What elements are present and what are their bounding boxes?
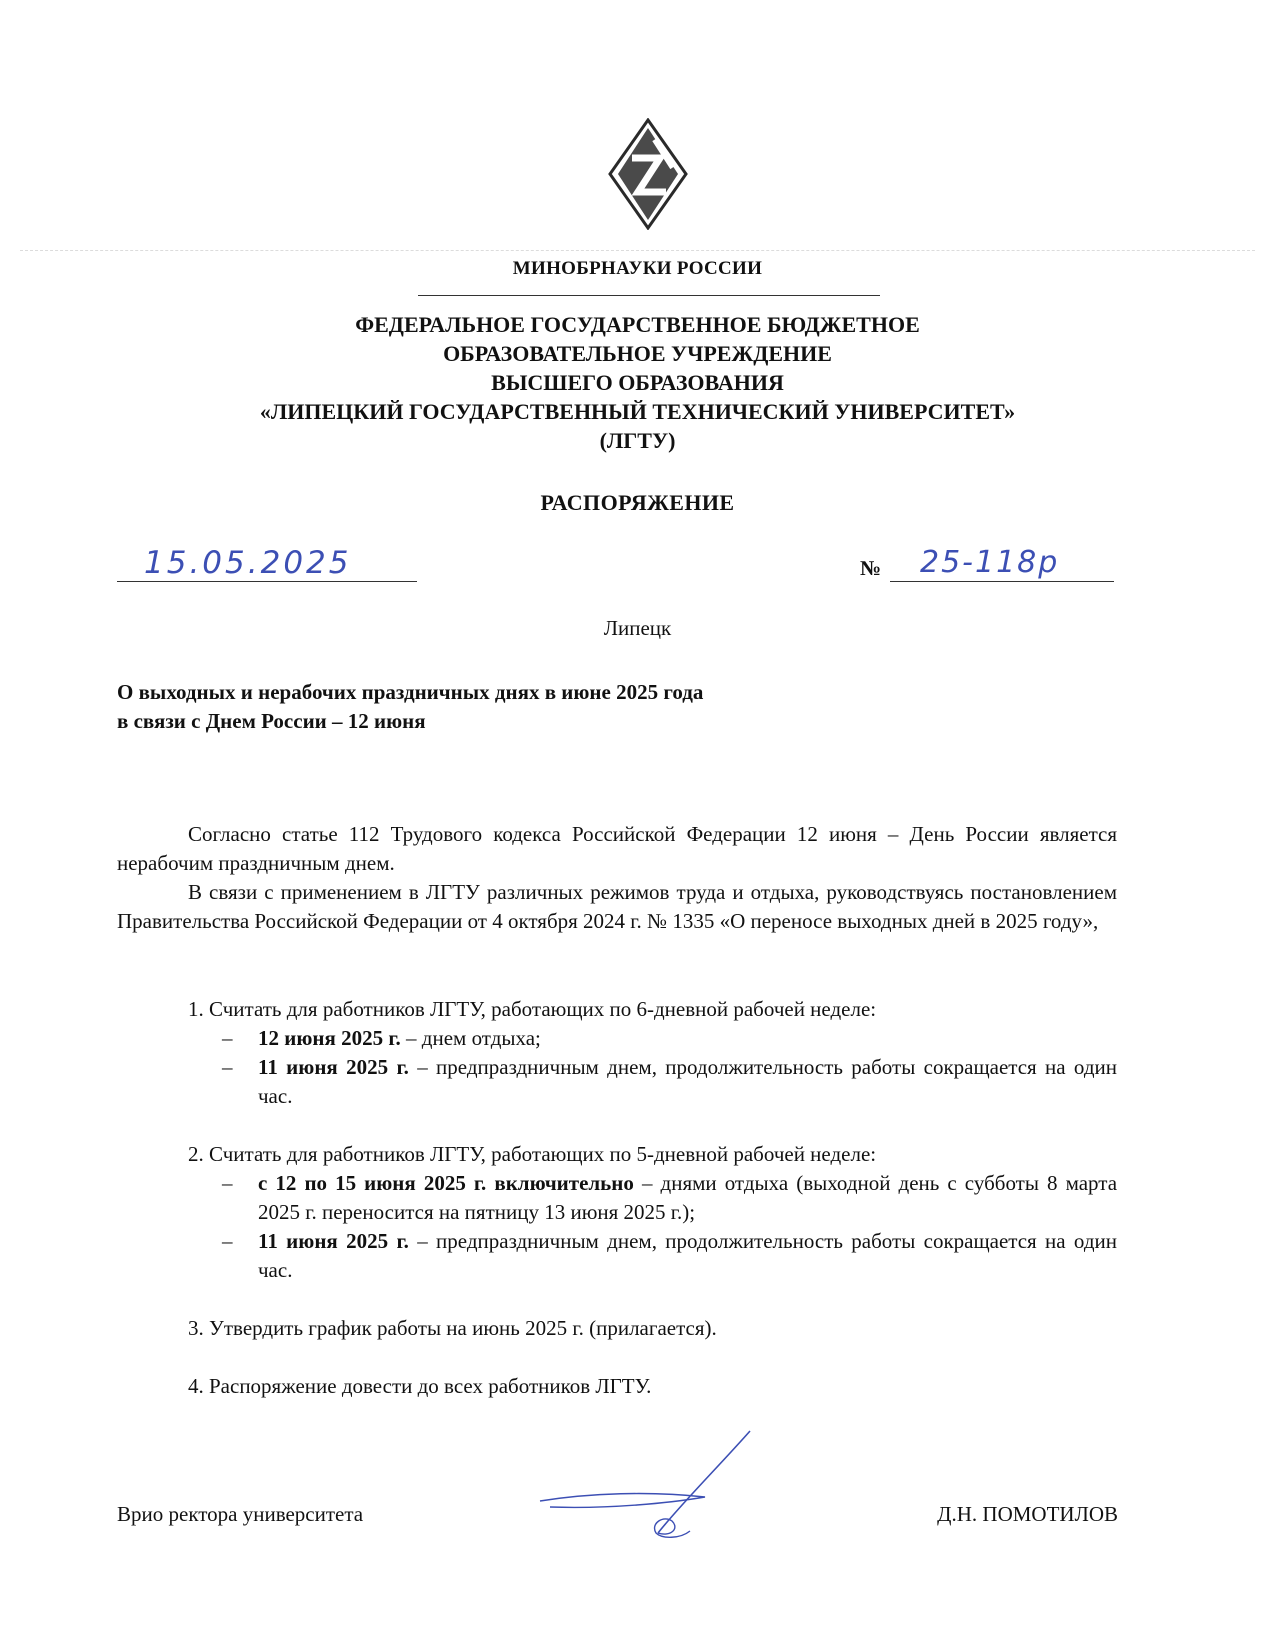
city: Липецк (603, 616, 672, 640)
handwritten-signature (530, 1425, 790, 1545)
number-field (890, 545, 1114, 582)
item-heading: 3. Утвердить график работы на июнь 2025 г. (прилагается). (188, 1316, 717, 1340)
sub-item-date: 11 июня 2025 г. (258, 1229, 409, 1253)
sub-item-text: – днями отдыха (выходной день с субботы 8 марта 2025 г. переносится на пятницу 13 июня 2025 г.); (258, 1171, 1118, 1224)
signer-title: Врио ректора университета (117, 1502, 364, 1526)
subject-line: О выходных и нерабочих праздничных днях в июне 2025 года (117, 680, 704, 704)
subject-line: в связи с Днем России – 12 июня (117, 709, 426, 733)
order-item-4 (117, 1372, 1117, 1401)
sub-item (117, 1053, 1117, 1111)
scan-fold-line (20, 250, 1255, 251)
order-items (117, 995, 1117, 1430)
ministry-name: МИНОБРНАУКИ РОССИИ (512, 258, 763, 279)
dash-bullet: – (222, 1171, 233, 1195)
preamble (117, 820, 1117, 936)
sub-item (117, 1169, 1117, 1227)
dash-bullet: – (222, 1229, 233, 1253)
sub-item (117, 1227, 1117, 1285)
org-line: ВЫСШЕГО ОБРАЗОВАНИЯ (491, 370, 784, 395)
handwritten-date: 15.05.2025 (144, 545, 352, 581)
order-item-1 (117, 995, 1117, 1111)
sub-item-text: – предпраздничным днем, продолжительность работы сокращается на один час. (258, 1055, 1117, 1108)
item-heading: 4. Распоряжение довести до всех работников ЛГТУ. (188, 1374, 652, 1398)
order-item-2 (117, 1140, 1117, 1285)
item-heading: 1. Считать для работников ЛГТУ, работающих по 6-дневной рабочей неделе: (188, 997, 877, 1021)
org-line: ФЕДЕРАЛЬНОЕ ГОСУДАРСТВЕННОЕ БЮДЖЕТНОЕ (355, 312, 920, 337)
sub-item-text: – предпраздничным днем, продолжительность работы сокращается на один час. (258, 1229, 1117, 1282)
item-heading: 2. Считать для работников ЛГТУ, работающих по 5-дневной рабочей неделе: (188, 1142, 877, 1166)
sub-item (117, 1024, 1117, 1053)
ministry-divider (418, 295, 880, 296)
number-sign: № (860, 556, 882, 580)
dash-bullet: – (222, 1055, 233, 1079)
document-type: РАСПОРЯЖЕНИЕ (540, 490, 735, 515)
sub-item-text: – днем отдыха; (400, 1026, 541, 1050)
order-item-3 (117, 1314, 1117, 1343)
signer-name: Д.Н. ПОМОТИЛОВ (937, 1502, 1118, 1526)
organization-name (0, 310, 1275, 455)
sub-item-date: 12 июня 2025 г. (258, 1026, 401, 1050)
org-line: (ЛГТУ) (599, 428, 676, 453)
dash-bullet: – (222, 1026, 233, 1050)
org-line: «ЛИПЕЦКИЙ ГОСУДАРСТВЕННЫЙ ТЕХНИЧЕСКИЙ УНИВЕРСИТЕТ» (259, 399, 1016, 424)
handwritten-number: 25-118р (920, 545, 1060, 580)
preamble-paragraph: Согласно статье 112 Трудового кодекса Российской Федерации 12 июня – День России является нерабочим праздничным днем. (117, 822, 1117, 875)
sub-item-date: с 12 по 15 июня 2025 г. включительно (258, 1171, 634, 1195)
date-field (117, 545, 417, 582)
org-line: ОБРАЗОВАТЕЛЬНОЕ УЧРЕЖДЕНИЕ (443, 341, 832, 366)
sub-item-date: 11 июня 2025 г. (258, 1055, 409, 1079)
document-subject (117, 678, 703, 736)
lstu-logo-icon (608, 118, 688, 230)
preamble-paragraph: В связи с применением в ЛГТУ различных режимов труда и отдыха, руководствуясь постановлением Правительства Российской Федерации от 4 октября 2024 г. № 1335 «О переносе выходных дней в 2025 году», (117, 880, 1117, 933)
